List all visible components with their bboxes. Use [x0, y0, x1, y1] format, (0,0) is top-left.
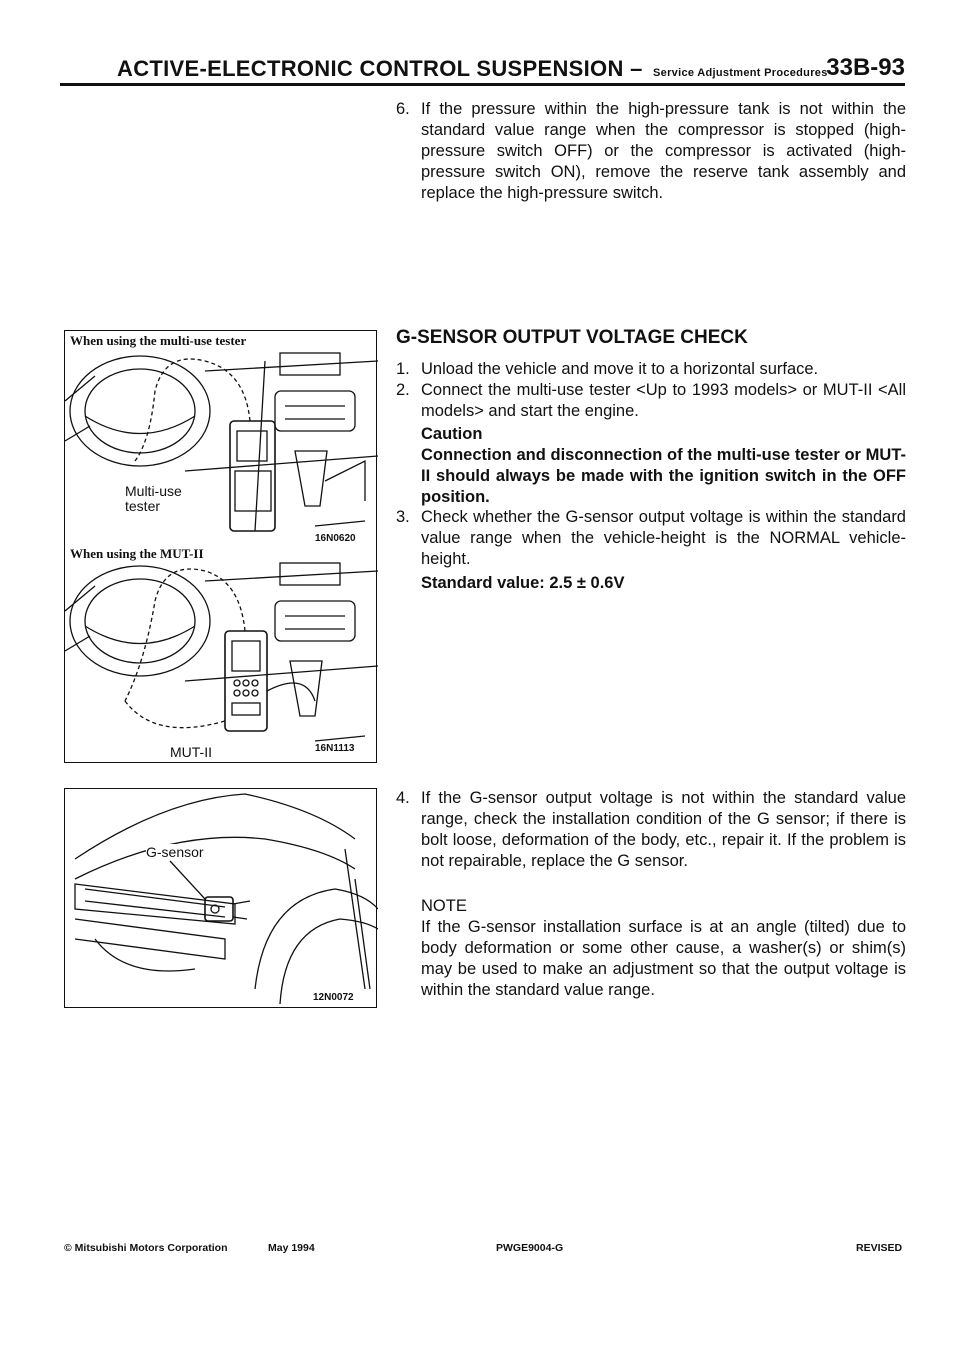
- figure-tester-connection: [64, 330, 377, 763]
- step-text: If the pressure within the high-pressure tank is not within the standard value range when the compressor is stopped (high-pressure switch OFF) or the compressor is activated (high-pressure switch ON), remove the reserve tank assembly and replace the high-pressure switch.: [421, 100, 906, 202]
- step-text: If the G-sensor output voltage is not within the standard value range, check the installation condition of the G sensor; if there is bolt loose, deformation of the body, etc., repair it. If the problem is not repairable, replace the G sensor.: [421, 789, 906, 870]
- standard-value: Standard value: 2.5 ± 0.6V: [421, 574, 625, 592]
- figure-code: 16N1113: [315, 743, 355, 754]
- callout-line: tester: [125, 498, 161, 514]
- step-text: Check whether the G-sensor output voltage is within the standard value range when the vehicle-height is the NORMAL vehicle-height.: [421, 508, 906, 568]
- callout-line: Multi-use: [125, 483, 182, 499]
- note-text: If the G-sensor installation surface is at an angle (tilted) due to body deformation or some other cause, a washer(s) or shim(s) may be used to make an adjustment so that the output voltage is within the standard value range.: [421, 918, 906, 999]
- step-number: 6.: [396, 100, 410, 118]
- header-subtitle: Service Adjustment Procedures: [653, 67, 828, 79]
- step-3: [396, 507, 906, 570]
- figure-code: 16N0620: [315, 533, 356, 544]
- callout-mut-ii: MUT-II: [170, 744, 212, 760]
- header-dash: –: [630, 56, 643, 81]
- caution-block: [421, 424, 906, 508]
- header-title: ACTIVE-ELECTRONIC CONTROL SUSPENSION: [117, 56, 624, 81]
- step-number: 4.: [396, 789, 410, 807]
- footer-date: May 1994: [268, 1242, 315, 1254]
- note-block: [421, 896, 906, 1001]
- page-header: [60, 50, 905, 86]
- footer-status: REVISED: [856, 1242, 903, 1254]
- figure-label-mut-ii: When using the MUT-II: [70, 546, 204, 561]
- step-2: [396, 380, 906, 422]
- g-sensor-location-illustration: [65, 789, 378, 1009]
- step-number: 1.: [396, 360, 410, 378]
- callout-g-sensor: G-sensor: [146, 844, 204, 860]
- step-4: [396, 788, 906, 872]
- step-text: Unload the vehicle and move it to a horizontal surface.: [421, 360, 819, 378]
- note-label: NOTE: [421, 897, 467, 915]
- footer-doc-code: PWGE9004-G: [496, 1242, 564, 1254]
- figure-g-sensor-location: [64, 788, 377, 1008]
- step-6: [396, 99, 906, 204]
- callout-multi-use-tester: [125, 484, 182, 514]
- page-number: 33B-93: [826, 54, 905, 81]
- step-text: Connect the multi-use tester <Up to 1993 models> or MUT-II <All models> and start the engine.: [421, 381, 906, 420]
- step-number: 2.: [396, 381, 410, 399]
- header-rule: [60, 83, 905, 86]
- footer-copyright: © Mitsubishi Motors Corporation: [64, 1242, 228, 1254]
- figure-label-multi-use-tester: When using the multi-use tester: [70, 333, 247, 348]
- caution-label: Caution: [421, 425, 483, 443]
- caution-text: Connection and disconnection of the multi-use tester or MUT-II should always be made with the ignition switch in the OFF position.: [421, 446, 906, 506]
- step-1: [396, 359, 906, 380]
- step-number: 3.: [396, 508, 410, 526]
- section-title: G-SENSOR OUTPUT VOLTAGE CHECK: [396, 327, 748, 348]
- figure-code: 12N0072: [313, 992, 354, 1003]
- header-title-block: [117, 56, 828, 82]
